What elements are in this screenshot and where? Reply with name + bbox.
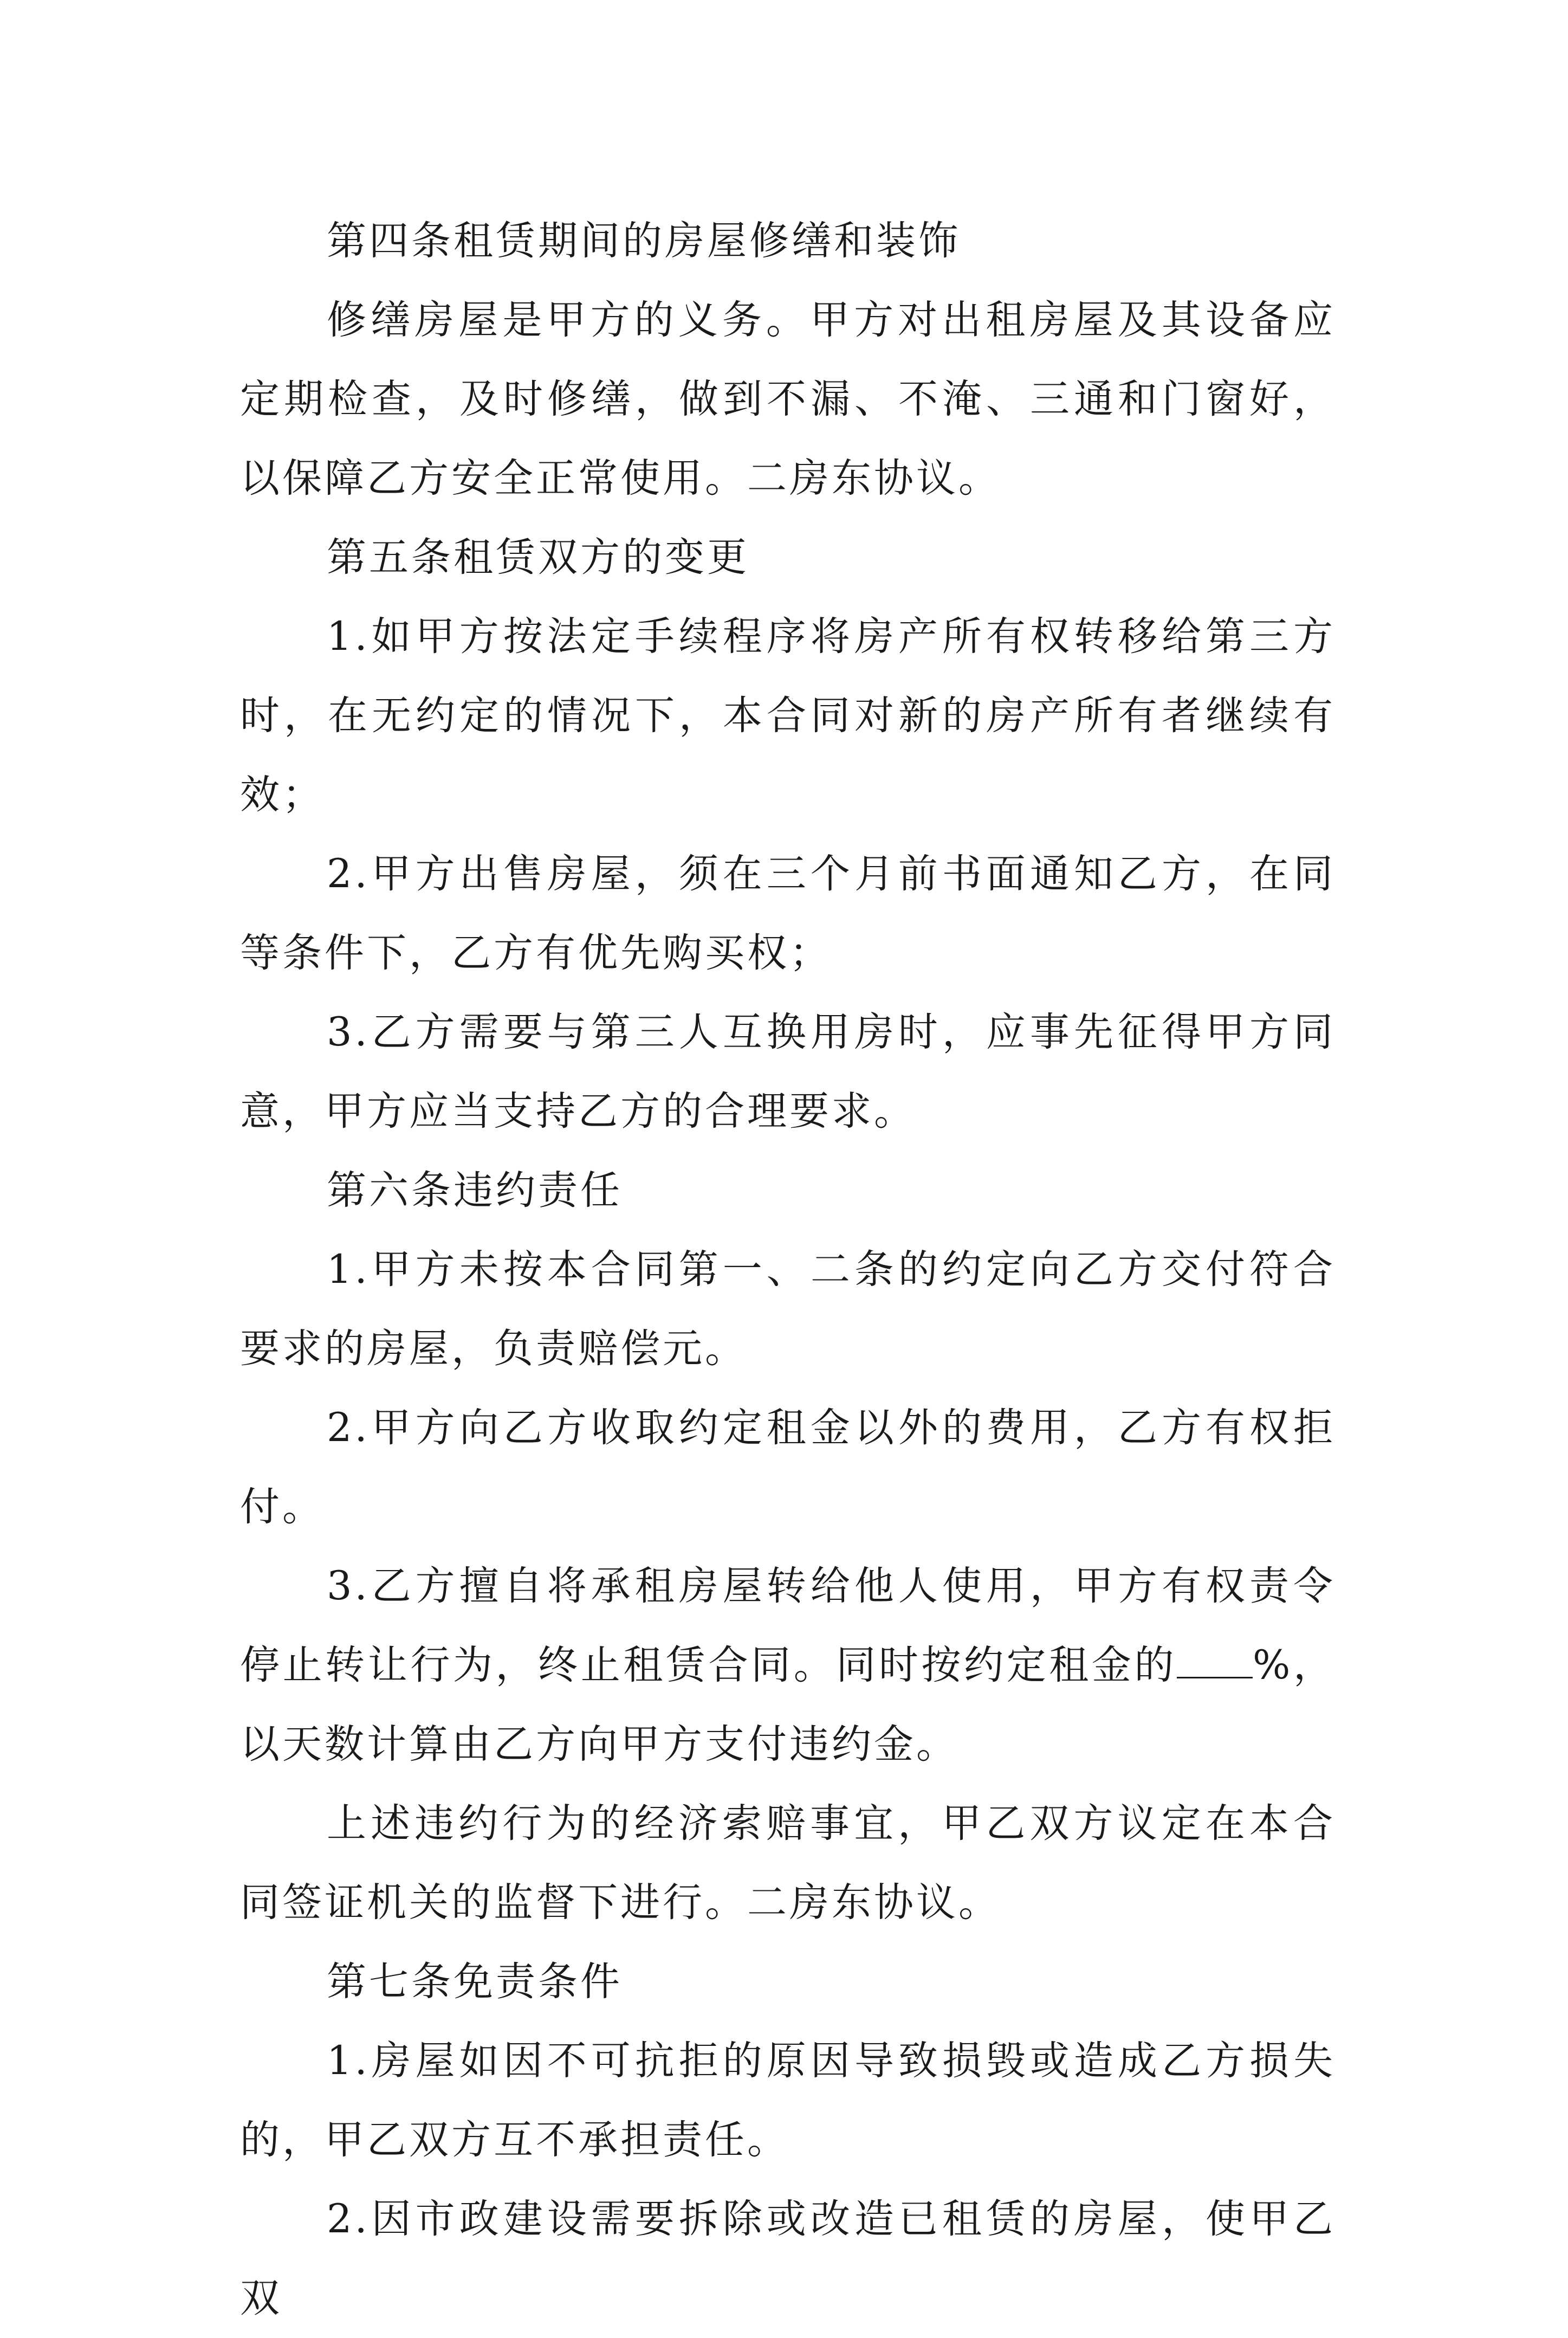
article-7-heading: 第七条免责条件 xyxy=(327,1959,623,2005)
fill-in-blank xyxy=(1177,1644,1253,1678)
article-6-paragraph-3 xyxy=(240,1547,1336,1784)
article-6-paragraph-2: 2.甲方向乙方收取约定租金以外的费用，乙方有权拒付。 xyxy=(240,1405,1336,1530)
document-page xyxy=(240,202,1336,2338)
article-6-paragraph-4: 上述违约行为的经济索赔事宜，甲乙双方议定在本合同签证机关的监督下进行。二房东协议。 xyxy=(240,1800,1336,1926)
article-4-heading: 第四条租赁期间的房屋修缮和装饰 xyxy=(327,218,961,264)
article-5-paragraph-2: 2.甲方出售房屋，须在三个月前书面通知乙方，在同等条件下，乙方有优先购买权； xyxy=(240,851,1336,976)
article-4-paragraph-1: 修缮房屋是甲方的义务。甲方对出租房屋及其设备应定期检查，及时修缮，做到不漏、不淹、三通和门窗好，以保障乙方安全正常使用。二房东协议。 xyxy=(240,297,1336,501)
article-7-paragraph-1: 1.房屋如因不可抗拒的原因导致损毁或造成乙方损失的，甲乙双方互不承担责任。 xyxy=(240,2038,1336,2163)
article-6-paragraph-3-text-b: %，以天数计算由乙方向甲方支付违约金。 xyxy=(240,1642,1336,1767)
article-5-paragraph-1: 1.如甲方按法定手续程序将房产所有权转移给第三方时，在无约定的情况下，本合同对新的房产所有者继续有效； xyxy=(240,613,1336,818)
article-6-heading: 第六条违约责任 xyxy=(327,1167,623,1213)
article-7-paragraph-2: 2.因市政建设需要拆除或改造已租赁的房屋，使甲乙双 xyxy=(240,2196,1336,2321)
article-5-paragraph-3: 3.乙方需要与第三人互换用房时，应事先征得甲方同意，甲方应当支持乙方的合理要求。 xyxy=(240,1009,1336,1134)
article-5-heading: 第五条租赁双方的变更 xyxy=(327,534,749,580)
article-6-paragraph-3-text-a: 3.乙方擅自将承租房屋转给他人使用，甲方有权责令停止转让行为，终止租赁合同。同时按约定租金的 xyxy=(240,1563,1336,1688)
article-6-paragraph-1: 1.甲方未按本合同第一、二条的约定向乙方交付符合要求的房屋，负责赔偿元。 xyxy=(240,1246,1336,1372)
